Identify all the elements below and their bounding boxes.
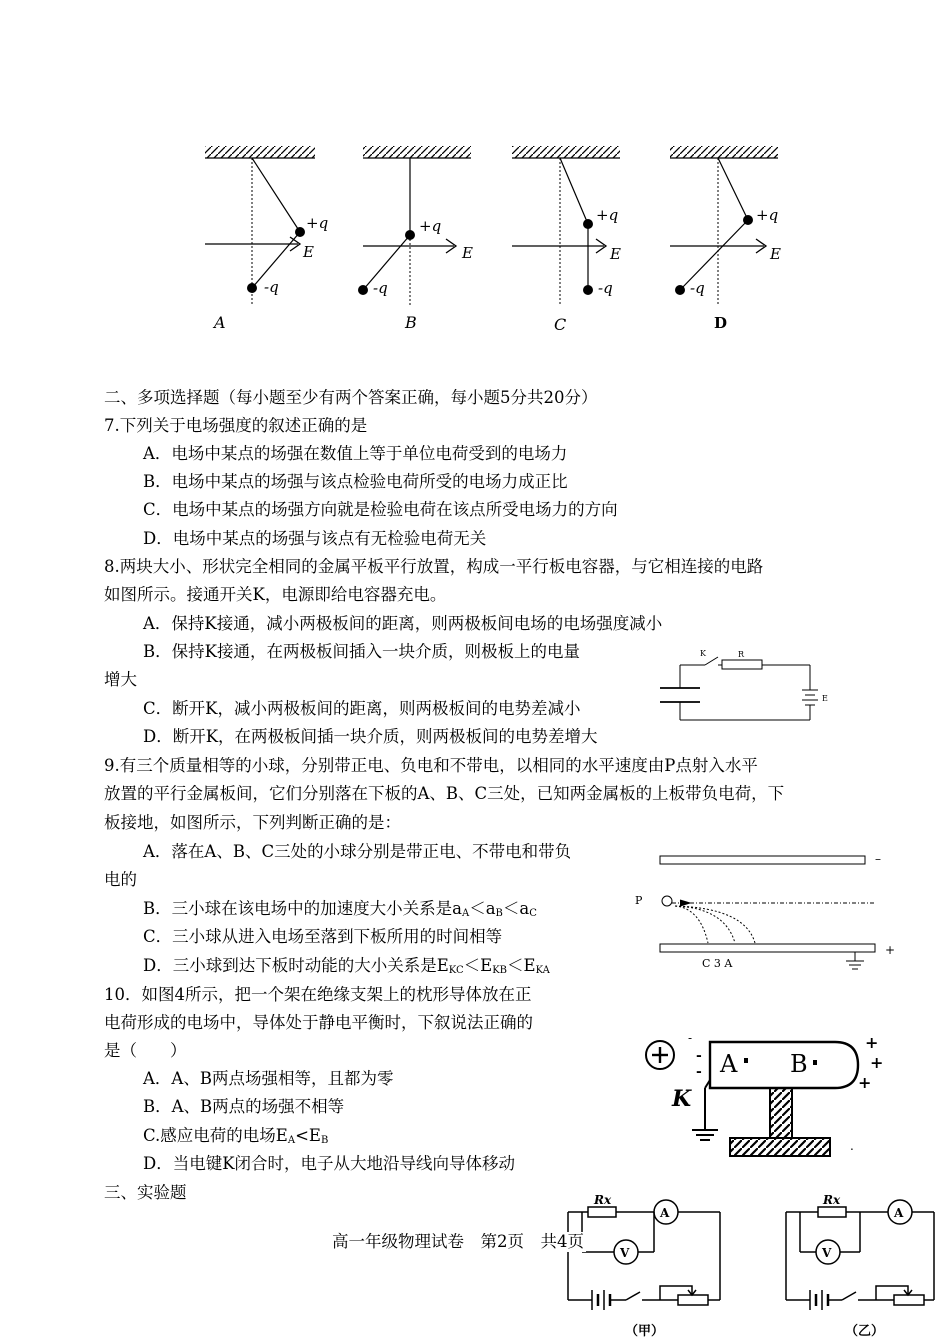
svg-text:+: + bbox=[858, 1073, 872, 1092]
q9-stem-line3: 板接地，如图所示，下列判断正确的是： bbox=[104, 813, 401, 832]
q7-option-a: A．电场中某点的场强在数值上等于单位电荷受到的电场力 bbox=[143, 444, 568, 463]
q8-stem-line2: 如图所示。接通开关K，电源即给电容器充电。 bbox=[104, 585, 447, 604]
q7-option-d: D．电场中某点的场强与该点有无检验电荷无关 bbox=[143, 529, 487, 548]
circuit-jia bbox=[568, 1193, 720, 1339]
svg-text:-: - bbox=[696, 1048, 702, 1064]
q10-stem-line1: 10．如图4所示，把一个架在绝缘支架上的枕形导体放在正 bbox=[104, 985, 532, 1004]
resistor-r-label: R bbox=[738, 650, 745, 659]
svg-text:-: - bbox=[696, 1064, 702, 1080]
rx-label: Rx bbox=[594, 1193, 612, 1207]
circuit-yi-label: （乙） bbox=[845, 1324, 885, 1339]
battery-e-label: E bbox=[822, 694, 828, 703]
top-plate-minus: – bbox=[875, 852, 881, 866]
field-label: E bbox=[462, 244, 473, 262]
ammeter-label: A bbox=[894, 1206, 904, 1220]
pillow-conductor-diagram bbox=[630, 1020, 885, 1190]
parallel-plates-diagram bbox=[630, 848, 900, 978]
field-label: E bbox=[303, 243, 314, 261]
q8-option-b: B．保持K接通，在两极板间插入一块介质，则极板上的电量 bbox=[143, 642, 580, 661]
svg-text:+: + bbox=[870, 1053, 884, 1072]
q8-option-b-cont: 增大 bbox=[104, 670, 137, 689]
q9-option-d: D．三小球到达下板时动能的大小关系是$E_{KC}<E_{KB}<E_{KA}$ bbox=[143, 956, 550, 976]
pos-charge-label: +q bbox=[756, 206, 779, 224]
landing-points-label: C 3 A bbox=[702, 957, 733, 970]
q8-option-a: A．保持K接通，减小两极板间的距离，则两极板间电场的电场强度减小 bbox=[143, 614, 663, 633]
rx-label: Rx bbox=[823, 1193, 841, 1207]
q8-stem-line1: 8.两块大小、形状完全相同的金属平板平行放置，构成一平行板电容器，与它相连接的电路 bbox=[104, 557, 764, 576]
svg-text:.: . bbox=[850, 1139, 854, 1153]
q9-option-c: C．三小球从进入电场至落到下板所用的时间相等 bbox=[143, 927, 503, 946]
q9-option-b: B．三小球在该电场中的加速度大小关系是$a_A<a_B<a_C$ bbox=[143, 899, 537, 919]
svg-text:+: + bbox=[865, 1033, 879, 1052]
q10-stem-line2: 电荷形成的电场中，导体处于静电平衡时，下叙说法正确的 bbox=[104, 1013, 533, 1032]
voltmeter-label: V bbox=[822, 1246, 832, 1260]
q10-option-a: A．A、B两点场强相等，且都为零 bbox=[143, 1069, 394, 1088]
q9-option-a: A．落在A、B、C三处的小球分别是带正电、不带电和带负 bbox=[143, 842, 572, 861]
capacitor-circuit bbox=[650, 645, 845, 730]
q8-option-d: D．断开K，在两极板间插一块介质，则两极板间的电势差增大 bbox=[143, 727, 598, 746]
q10-stem-line3: 是（ ） bbox=[104, 1041, 187, 1060]
diagram-a bbox=[205, 146, 328, 332]
q7-option-b: B．电场中某点的场强与该点检验电荷所受的电场力成正比 bbox=[143, 472, 568, 491]
switch-k-label: K bbox=[672, 1086, 692, 1112]
pos-charge-label: +q bbox=[596, 206, 619, 224]
field-label: E bbox=[770, 245, 781, 263]
svg-text:-: - bbox=[688, 1031, 693, 1045]
q10-option-b: B．A、B两点的场强不相等 bbox=[143, 1097, 345, 1116]
voltmeter-label: V bbox=[620, 1246, 630, 1260]
circuit-jia-label: （甲） bbox=[625, 1324, 665, 1339]
bottom-plate-plus: + bbox=[885, 943, 896, 957]
point-b-label: B bbox=[790, 1050, 808, 1078]
pendulum-diagrams bbox=[190, 140, 810, 340]
diagram-label-d: D bbox=[714, 314, 728, 332]
circuit-yi bbox=[786, 1193, 934, 1339]
neg-charge-label: -q bbox=[598, 279, 613, 297]
q8-option-c: C．断开K，减小两极板间的距离，则两极板间的电势差减小 bbox=[143, 699, 581, 718]
q7-stem: 7.下列关于电场强度的叙述正确的是 bbox=[104, 416, 368, 435]
diagram-label-a: A bbox=[214, 313, 226, 332]
neg-charge-label: -q bbox=[264, 278, 279, 296]
point-a-label: A bbox=[720, 1050, 738, 1078]
diagram-label-c: C bbox=[554, 315, 567, 334]
neg-charge-label: -q bbox=[373, 279, 388, 297]
neg-charge-label: -q bbox=[690, 279, 705, 297]
page-footer: 高一年级物理试卷 第2页 共4页 bbox=[332, 1232, 584, 1251]
experiment-circuits bbox=[560, 1190, 950, 1342]
switch-k-label: K bbox=[700, 649, 706, 658]
ammeter-label: A bbox=[660, 1206, 670, 1220]
q9-stem-line2: 放置的平行金属板间，它们分别落在下板的A、B、C三处，已知两金属板的上板带负电荷，下 bbox=[104, 784, 785, 803]
diagram-label-b: B bbox=[405, 313, 417, 332]
diagram-b bbox=[358, 146, 473, 332]
field-label: E bbox=[610, 245, 621, 263]
diagram-d bbox=[670, 146, 781, 332]
pos-charge-label: +q bbox=[419, 217, 442, 235]
q9-stem-line1: 9.有三个质量相等的小球，分别带正电、负电和不带电，以相同的水平速度由P点射入水平 bbox=[104, 756, 758, 775]
diagram-c bbox=[512, 146, 621, 334]
point-p-label: P bbox=[635, 894, 643, 907]
section3-heading: 三、实验题 bbox=[104, 1183, 187, 1202]
section2-heading: 二、多项选择题（每小题至少有两个答案正确，每小题5分共20分） bbox=[104, 388, 598, 407]
q9-option-a-cont: 电的 bbox=[104, 870, 137, 889]
q10-option-c: C.感应电荷的电场$E_A<E_B$ bbox=[143, 1126, 329, 1146]
q7-option-c: C．电场中某点的场强方向就是检验电荷在该点所受电场力的方向 bbox=[143, 500, 618, 519]
q10-option-d: D．当电键K闭合时，电子从大地沿导线向导体移动 bbox=[143, 1154, 516, 1173]
pos-charge-label: +q bbox=[306, 214, 329, 232]
